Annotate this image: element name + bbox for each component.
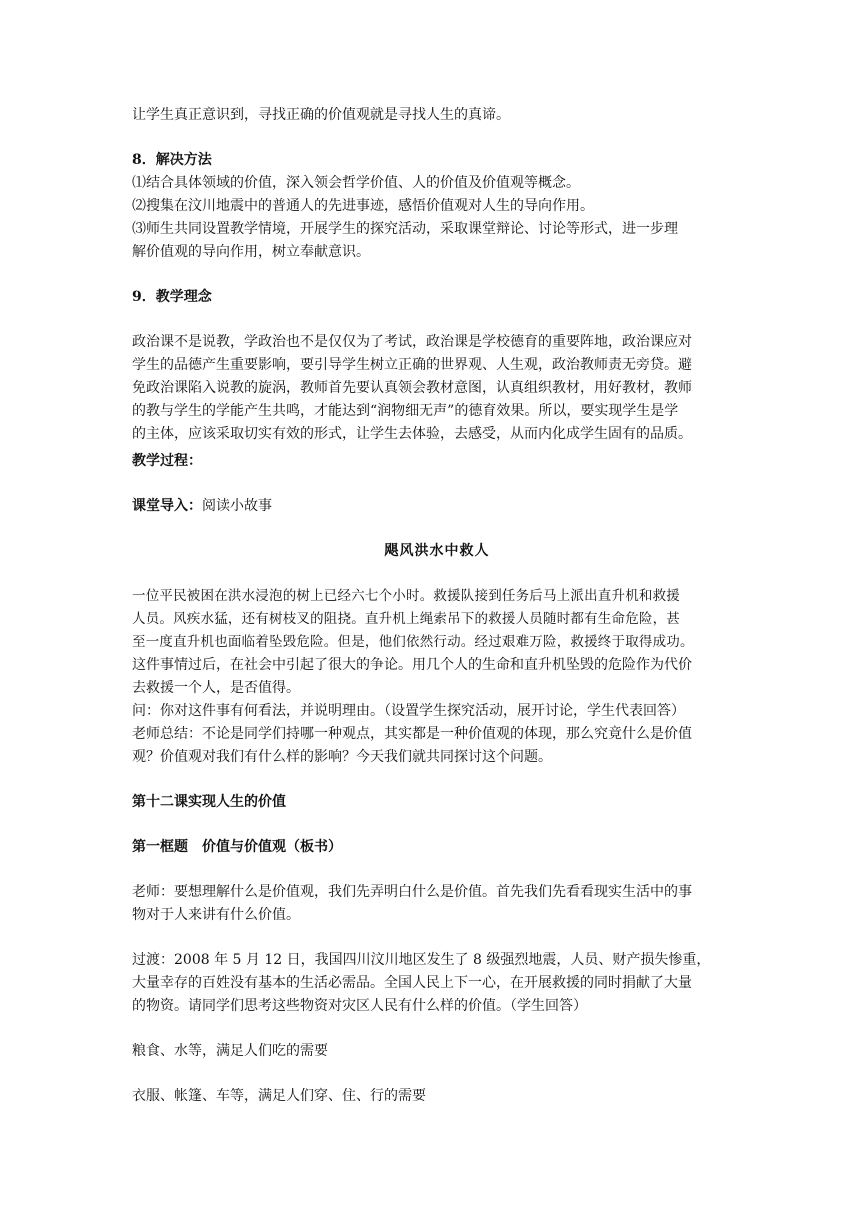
classroom-intro bbox=[132, 495, 742, 518]
classroom-intro-label: 课堂导入： bbox=[132, 498, 202, 514]
spacer bbox=[132, 927, 742, 949]
story-line: 问：你对这件事有何看法，并说明理由。（设置学生探究活动，展开讨论，学生代表回答） bbox=[132, 703, 685, 719]
spacer bbox=[132, 264, 742, 286]
classroom-intro-text: 阅读小故事 bbox=[202, 498, 272, 514]
section-8-item: ⑶师生共同设置教学情境，开展学生的探究活动，采取课堂辩论、讨论等形式，进一步理 bbox=[132, 221, 678, 237]
story-line: 这件事情过后，在社会中引起了很大的争论。用几个人的生命和直升机坠毁的危险作为代价 bbox=[132, 657, 692, 673]
story-line: 去救援一个人，是否值得。 bbox=[132, 680, 300, 696]
teacher-line: 老师：要想理解什么是价值观，我们先弄明白什么是价值。首先我们先看看现实生活中的事 bbox=[132, 884, 692, 900]
spacer bbox=[132, 1018, 742, 1040]
section-8-item: 解价值观的导向作用，树立奉献意识。 bbox=[132, 244, 370, 260]
transition-line: 的物资。请同学们思考这些物资对灾区人民有什么样的价值。（学生回答） bbox=[132, 998, 587, 1014]
spacer bbox=[132, 859, 742, 881]
spacer bbox=[132, 563, 742, 585]
section-8-item: ⑴结合具体领域的价值，深入领会哲学价值、人的价值及价值观等概念。 bbox=[132, 175, 580, 191]
story-line: 观？价值观对我们有什么样的影响？今天我们就共同探讨这个问题。 bbox=[132, 749, 552, 765]
section-8-heading: 8．解决方法 bbox=[132, 152, 212, 168]
spacer bbox=[132, 814, 742, 836]
story-italic-line: 一位平民被困在洪水浸泡的树上已经六七个小时。救援队接到任务后马上派出直升机和救援 bbox=[132, 588, 680, 604]
frame-title: 第一框题 价值与价值观（板书） bbox=[132, 839, 342, 855]
answer-line: 衣服、帐篷、车等，满足人们穿、住、行的需要 bbox=[132, 1088, 426, 1104]
story-italic-line: 人员。风疾水猛，还有树枝叉的阻挠。直升机上绳索吊下的救援人员随时都有生命危险，甚 bbox=[132, 611, 680, 627]
answer-line: 粮食、水等，满足人们吃的需要 bbox=[132, 1043, 328, 1059]
section-8-item: ⑵搜集在汶川地震中的普通人的先进事迹，感悟价值观对人生的导向作用。 bbox=[132, 198, 594, 214]
section-9-paragraph-line: 免政治课陷入说教的旋涡，教师首先要认真领会教材意图，认真组织教材，用好教材，教师 bbox=[132, 380, 692, 396]
spacer bbox=[132, 769, 742, 791]
transition-line: 大量幸存的百姓没有基本的生活必需品。全国人民上下一心，在开展救援的同时捐献了大量 bbox=[132, 975, 692, 991]
story-title: 飓风洪水中救人 bbox=[384, 543, 490, 559]
spacer bbox=[132, 1063, 742, 1085]
process-heading: 教学过程： bbox=[132, 453, 202, 469]
intro-line: 让学生真正意识到，寻找正确的价值观就是寻找人生的真谛。 bbox=[132, 107, 510, 123]
section-9-paragraph-line: 的教与学生的学能产生共鸣，才能达到“润物细无声”的德育效果。所以，要实现学生是学 bbox=[132, 403, 679, 419]
section-9-paragraph-line: 的主体，应该采取切实有效的形式，让学生去体验，去感受，从而内化成学生固有的品质。 bbox=[132, 426, 692, 442]
section-9-paragraph-line: 学生的品德产生重要影响，要引导学生树立正确的世界观、人生观，政治教师责无旁贷。避 bbox=[132, 357, 692, 373]
story-line: 老师总结：不论是同学们持哪一种观点，其实都是一种价值观的体现，那么究竟什么是价值 bbox=[132, 726, 692, 742]
section-9-paragraph-line: 政治课不是说教，学政治也不是仅仅为了考试，政治课是学校德育的重要阵地，政治课应对 bbox=[132, 334, 692, 350]
story-italic-line: 至一度直升机也面临着坠毁危险。但是，他们依然行动。经过艰难万险，救援终于取得成功。 bbox=[132, 634, 694, 650]
section-9-heading: 9．教学理念 bbox=[132, 289, 212, 305]
spacer bbox=[132, 473, 742, 495]
lesson-title: 第十二课实现人生的价值 bbox=[132, 794, 286, 810]
spacer bbox=[132, 309, 742, 331]
spacer bbox=[132, 518, 742, 540]
teacher-line: 物对于人来讲有什么价值。 bbox=[132, 907, 300, 923]
spacer bbox=[132, 127, 742, 149]
document-page bbox=[132, 104, 742, 1108]
transition-line: 过渡：2008 年 5 月 12 日，我国四川汶川地区发生了 8 级强烈地震，人员、财产损失惨重， bbox=[132, 952, 711, 968]
